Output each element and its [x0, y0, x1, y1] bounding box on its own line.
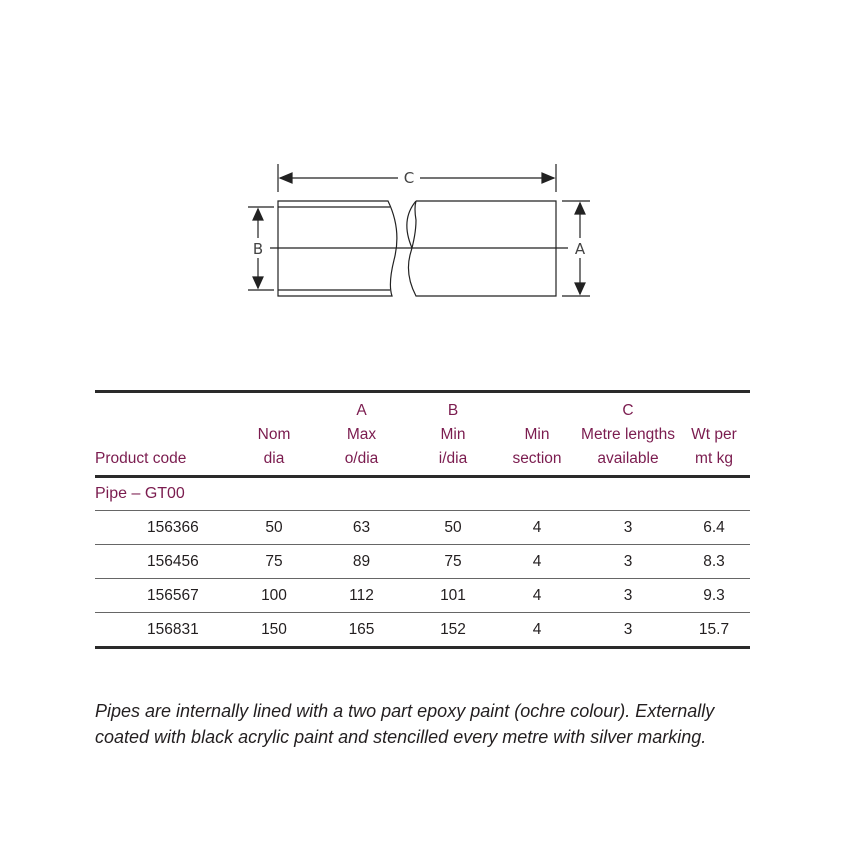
cell-min-idia: 75 [444, 552, 462, 570]
cell-min-section: 4 [532, 620, 542, 638]
cell-min-idia: 152 [440, 620, 466, 638]
group-label: Pipe – GT00 [95, 485, 185, 502]
header-nom-dia: Nom dia [257, 426, 291, 467]
cell-min-section: 4 [532, 552, 542, 570]
cell-product-code: 156456 [147, 552, 199, 570]
cell-nom-dia: 150 [261, 620, 287, 638]
cell-min-idia: 50 [444, 518, 462, 536]
header-min-section: Min section [512, 426, 562, 467]
cell-weight: 8.3 [703, 552, 725, 570]
cell-max-odia: 165 [348, 620, 375, 638]
table-row [95, 511, 750, 544]
cell-nom-dia: 50 [265, 518, 283, 536]
cell-product-code: 156366 [147, 518, 199, 536]
cell-max-odia: 112 [349, 586, 374, 604]
pipe-coating-note: Pipes are internally lined with a two part epoxy paint (ochre colour). Externally coated with black acrylic paint and stencilled every metre with silver marking. [95, 701, 715, 747]
cell-metre-lengths: 3 [623, 620, 633, 638]
pipe-spec-table [95, 390, 750, 649]
cell-metre-lengths: 3 [623, 518, 633, 536]
dim-label-b: B [252, 240, 264, 258]
cell-product-code: 156831 [147, 620, 199, 638]
cell-metre-lengths: 3 [623, 552, 633, 570]
table-header-row [95, 393, 750, 475]
cell-weight: 6.4 [703, 518, 725, 536]
header-product-code: Product code [95, 450, 187, 467]
dim-label-a: A [574, 240, 586, 258]
header-max-odia: A Max o/dia [344, 402, 379, 467]
table-row [95, 579, 750, 612]
header-min-idia: B Min i/dia [438, 402, 468, 467]
dim-label-c: C [403, 169, 415, 187]
table-row [95, 613, 750, 646]
header-metre-lengths: C Metre lengths available [581, 402, 675, 467]
cell-min-idia: 101 [440, 586, 466, 604]
cell-min-section: 4 [532, 518, 542, 536]
cell-nom-dia: 100 [261, 586, 287, 604]
pipe-dimension-diagram [230, 160, 610, 310]
pipe-drawing [230, 160, 610, 310]
table-bottom-rule [95, 646, 750, 649]
header-weight: Wt per mt kg [691, 426, 737, 467]
table-row [95, 545, 750, 578]
cell-weight: 9.3 [703, 586, 725, 604]
cell-min-section: 4 [532, 586, 542, 604]
cell-max-odia: 89 [352, 552, 371, 570]
cell-max-odia: 63 [352, 518, 371, 536]
cell-weight: 15.7 [698, 620, 730, 638]
cell-nom-dia: 75 [265, 552, 283, 570]
cell-product-code: 156567 [147, 586, 199, 604]
cell-metre-lengths: 3 [623, 586, 633, 604]
